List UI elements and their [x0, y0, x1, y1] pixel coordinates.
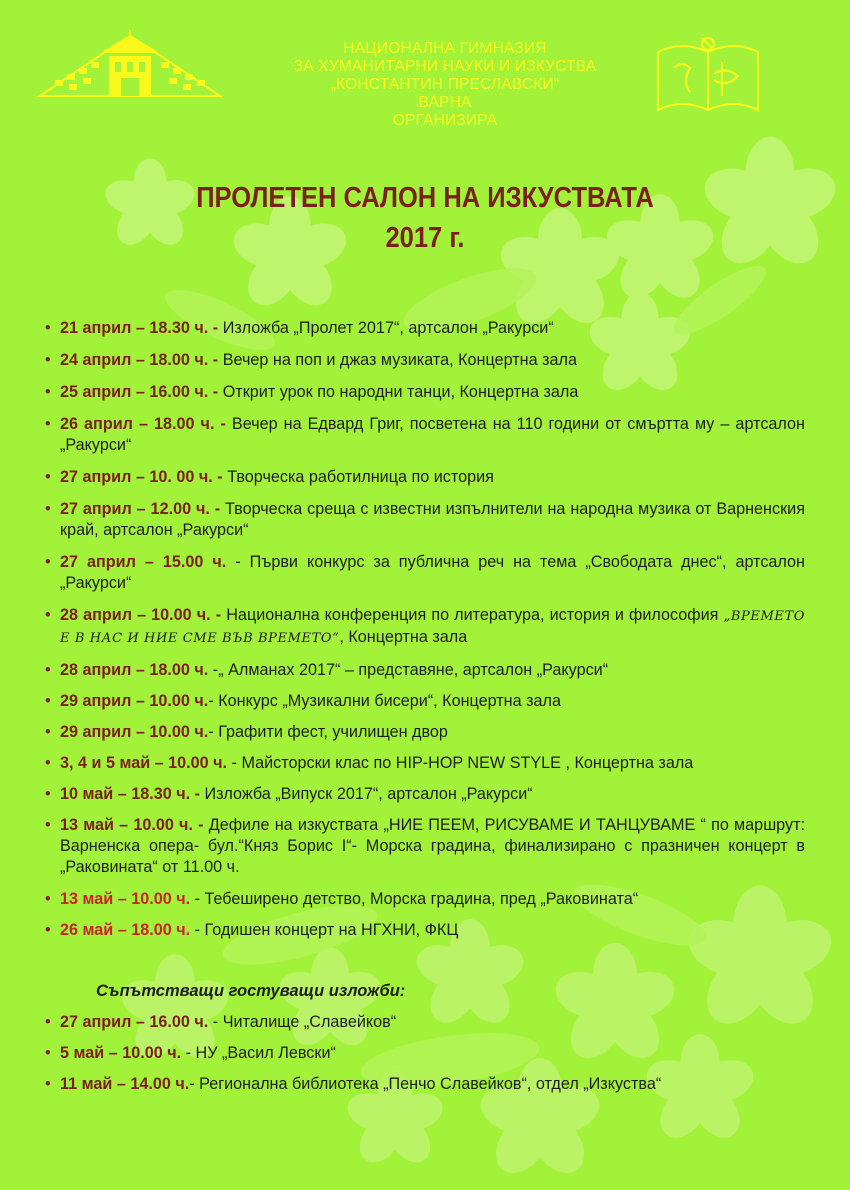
bullet-icon: • [45, 692, 51, 710]
bullet-icon: • [45, 816, 51, 834]
list-item [45, 1074, 805, 1095]
event-time: 27 април – 12.00 ч. - [60, 500, 221, 518]
bullet-icon: • [45, 661, 51, 679]
event-time: 27 април – 10. 00 ч. - [60, 468, 223, 486]
event-time: 25 април – 16.00 ч. - [60, 383, 219, 401]
event-desc: - Графити фест, училищен двор [208, 723, 448, 741]
list-item [45, 552, 805, 594]
event-desc: Изложба „Випуск 2017“, артсалон „Ракурси“ [200, 785, 533, 803]
list-item [45, 414, 805, 456]
event-desc: - Първи конкурс за публична реч на тема „Свободата днес“, артсалон „Ракурси“ [60, 553, 805, 592]
bullet-icon: • [45, 723, 51, 741]
list-item [45, 691, 805, 712]
list-item [45, 722, 805, 743]
org-line: „КОНСТАНТИН ПРЕСЛАВСКИ“ [330, 76, 560, 93]
page-year: 2017 г. [385, 222, 465, 254]
event-desc: - Регионална библиотека „Пенчо Славейков“, отдел „Изкуства“ [189, 1075, 662, 1093]
event-time: 13 май – 10.00 ч. - [60, 816, 204, 834]
bullet-icon: • [45, 500, 51, 518]
bullet-icon: • [45, 785, 51, 803]
event-time: 26 април – 18.00 ч. - [60, 415, 226, 433]
bullet-icon: • [45, 890, 51, 908]
bullet-icon: • [45, 606, 51, 624]
bullet-icon: • [45, 921, 51, 939]
bullet-icon: • [45, 754, 51, 772]
event-list [45, 318, 805, 951]
event-desc: - Годишен концерт на НГХНИ, ФКЦ [190, 921, 459, 939]
bullet-icon: • [45, 319, 51, 337]
list-item [45, 499, 805, 541]
bullet-icon: • [45, 553, 51, 571]
event-time: 26 май – 18.00 ч. [60, 921, 191, 939]
list-item [45, 1043, 805, 1064]
org-line: ВАРНА [418, 94, 472, 111]
bullet-icon: • [45, 1075, 51, 1093]
page-title: ПРОЛЕТЕН САЛОН НА ИЗКУСТВАТА [196, 182, 654, 214]
bullet-icon: • [45, 1044, 51, 1062]
org-line: ОРГАНИЗИРА [392, 112, 498, 129]
event-time: 3, 4 и 5 май – 10.00 ч. [60, 754, 228, 772]
org-line: ЗА ХУМАНИТАРНИ НАУКИ И ИЗКУСТВА [293, 58, 597, 75]
event-time: 27 април – 16.00 ч. [60, 1013, 209, 1031]
event-venue: , Концертна зала [339, 628, 468, 646]
event-time: 21 април – 18.30 ч. - [60, 319, 219, 337]
list-item [45, 318, 805, 339]
list-item [45, 605, 805, 649]
event-time: 29 април – 10.00 ч. [60, 692, 209, 710]
event-desc: - НУ „Васил Левски“ [181, 1044, 336, 1062]
bullet-icon: • [45, 468, 51, 486]
event-desc: - Читалище „Славейков“ [208, 1013, 397, 1031]
list-item [45, 1012, 805, 1033]
event-desc: Творческа среща с известни изпълнители на народна музика от Варненския край, артсалон „Ракурси“ [60, 500, 805, 539]
bullet-icon: • [45, 383, 51, 401]
event-desc: - Конкурс „Музикални бисери“, Концертна зала [208, 692, 561, 710]
event-desc: - Тебеширено детство, Морска градина, пред „Раковината“ [190, 890, 639, 908]
bullet-icon: • [45, 1013, 51, 1031]
school-building-logo [35, 30, 225, 102]
event-desc: - Майсторски клас по HIP-HOP NEW STYLE , Концертна зала [227, 754, 694, 772]
list-item [45, 784, 805, 805]
list-item [45, 467, 805, 488]
list-item [45, 660, 805, 681]
school-emblem-logo [652, 32, 764, 116]
event-desc: Изложба „Пролет 2017“, артсалон „Ракурси“ [218, 319, 554, 337]
list-item [45, 350, 805, 371]
event-time: 10 май – 18.30 ч. - [60, 785, 201, 803]
event-desc: -„ Алманах 2017“ – представяне, артсалон „Ракурси“ [208, 661, 609, 679]
list-item [45, 382, 805, 403]
event-desc: Вечер на поп и джаз музиката, Концертна зала [218, 351, 577, 369]
list-item [45, 815, 805, 878]
event-time: 5 май – 10.00 ч. [60, 1044, 182, 1062]
event-motto: „ВРЕМЕТО Е В НАС И НИЕ СМЕ ВЪВ ВРЕМЕТО“ [60, 609, 805, 646]
event-time: 24 април – 18.00 ч. - [60, 351, 219, 369]
org-line: НАЦИОНАЛНА ГИМНАЗИЯ [343, 40, 547, 57]
event-time: 11 май – 14.00 ч. [60, 1075, 190, 1093]
guest-list [45, 1012, 805, 1105]
event-desc: Творческа работилница по история [222, 468, 494, 486]
title-block [51, 178, 799, 258]
list-item [45, 889, 805, 910]
event-time: 28 април – 18.00 ч. [60, 661, 209, 679]
guest-section-heading: Съпътстващи гостуващи изложби: [96, 982, 406, 1000]
event-desc: Национална конференция по литература, история и философия [221, 606, 724, 624]
event-time: 13 май – 10.00 ч. [60, 890, 191, 908]
bullet-icon: • [45, 351, 51, 369]
event-time: 27 април – 15.00 ч. [60, 553, 227, 571]
bullet-icon: • [45, 415, 51, 433]
list-item [45, 753, 805, 774]
list-item [45, 920, 805, 941]
event-desc: Открит урок по народни танци, Концертна зала [218, 383, 579, 401]
event-desc: Дефиле на изкуствата „НИЕ ПЕЕМ, РИСУВАМЕ И ТАНЦУВАМЕ “ по маршрут: Варненска опера- бул.“Княз Борис І“- Морска градина, финализирано с празничен концерт в „Раковината“ от 11.00 ч. [60, 816, 805, 876]
event-time: 29 април – 10.00 ч. [60, 723, 209, 741]
event-desc: Вечер на Едвард Григ, посветена на 110 години от смъртта му – артсалон „Ракурси“ [60, 415, 805, 454]
organizer-block [230, 40, 660, 130]
event-time: 28 април – 10.00 ч. - [60, 606, 222, 624]
